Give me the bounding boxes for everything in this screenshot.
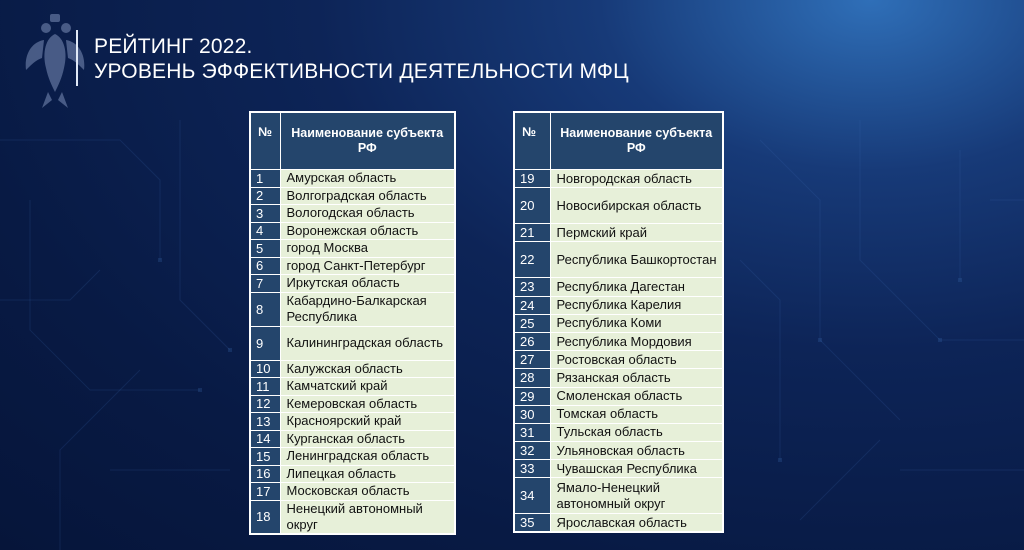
row-number: 12 <box>250 395 280 413</box>
region-name: Волгоградская область <box>280 187 455 205</box>
table-row <box>514 296 723 314</box>
region-name: Иркутская область <box>280 275 455 293</box>
row-number: 29 <box>514 387 550 405</box>
table-row <box>250 395 455 413</box>
region-name: Амурская область <box>280 170 455 188</box>
row-number: 20 <box>514 188 550 224</box>
region-name: Кабардино-Балкарская Республика <box>280 292 455 326</box>
table-row <box>514 478 723 514</box>
region-name: Ульяновская область <box>550 442 723 460</box>
row-number: 24 <box>514 296 550 314</box>
region-name: Воронежская область <box>280 222 455 240</box>
region-name: Калужская область <box>280 360 455 378</box>
row-number: 8 <box>250 292 280 326</box>
table-row <box>514 442 723 460</box>
header-name: Наименование субъекта РФ <box>280 112 455 170</box>
region-name: Красноярский край <box>280 413 455 431</box>
rating-table-right-body <box>514 170 723 533</box>
table-row <box>514 314 723 332</box>
row-number: 10 <box>250 360 280 378</box>
row-number: 7 <box>250 275 280 293</box>
rating-table-left-body <box>250 170 455 535</box>
row-number: 18 <box>250 500 280 534</box>
row-number: 27 <box>514 351 550 369</box>
region-name: Томская область <box>550 405 723 423</box>
rating-table-right <box>513 111 724 533</box>
region-name: Камчатский край <box>280 378 455 396</box>
row-number: 2 <box>250 187 280 205</box>
title-divider <box>76 30 78 86</box>
region-name: Ярославская область <box>550 514 723 532</box>
table-row <box>250 378 455 396</box>
title-line-1: РЕЙТИНГ 2022. <box>94 35 253 58</box>
table-row <box>250 465 455 483</box>
table-row <box>514 278 723 296</box>
row-number: 17 <box>250 483 280 501</box>
region-name: Пермский край <box>550 224 723 242</box>
table-row <box>250 275 455 293</box>
row-number: 25 <box>514 314 550 332</box>
region-name: Республика Башкортостан <box>550 242 723 278</box>
region-name: Новгородская область <box>550 170 723 188</box>
table-row <box>250 448 455 466</box>
row-number: 33 <box>514 460 550 478</box>
table-row <box>250 413 455 431</box>
rating-table-left <box>249 111 456 535</box>
table-row <box>250 292 455 326</box>
row-number: 30 <box>514 405 550 423</box>
table-row <box>514 423 723 441</box>
region-name: Ямало-Ненецкий автономный округ <box>550 478 723 514</box>
row-number: 34 <box>514 478 550 514</box>
region-name: город Санкт-Петербург <box>280 257 455 275</box>
row-number: 22 <box>514 242 550 278</box>
row-number: 23 <box>514 278 550 296</box>
row-number: 1 <box>250 170 280 188</box>
region-name: Новосибирская область <box>550 188 723 224</box>
row-number: 28 <box>514 369 550 387</box>
row-number: 6 <box>250 257 280 275</box>
title-line-2: УРОВЕНЬ ЭФФЕКТИВНОСТИ ДЕЯТЕЛЬНОСТИ МФЦ <box>94 60 629 83</box>
table-row <box>250 222 455 240</box>
header-number: № <box>514 112 550 170</box>
header-name: Наименование субъекта РФ <box>550 112 723 170</box>
table-row <box>250 360 455 378</box>
row-number: 32 <box>514 442 550 460</box>
table-row <box>514 369 723 387</box>
region-name: Курганская область <box>280 430 455 448</box>
double-headed-eagle-emblem-icon <box>22 8 88 112</box>
table-row <box>250 257 455 275</box>
row-number: 16 <box>250 465 280 483</box>
row-number: 4 <box>250 222 280 240</box>
table-row <box>514 514 723 532</box>
region-name: Калининградская область <box>280 326 455 360</box>
region-name: Рязанская область <box>550 369 723 387</box>
table-header-row <box>514 112 723 170</box>
row-number: 14 <box>250 430 280 448</box>
table-row <box>514 188 723 224</box>
region-name: Ростовская область <box>550 351 723 369</box>
row-number: 9 <box>250 326 280 360</box>
row-number: 3 <box>250 205 280 223</box>
table-row <box>514 170 723 188</box>
page-title <box>94 34 629 84</box>
region-name: Вологодская область <box>280 205 455 223</box>
table-row <box>250 205 455 223</box>
region-name: Республика Дагестан <box>550 278 723 296</box>
region-name: Смоленская область <box>550 387 723 405</box>
row-number: 26 <box>514 332 550 350</box>
row-number: 11 <box>250 378 280 396</box>
row-number: 21 <box>514 224 550 242</box>
table-row <box>514 405 723 423</box>
table-row <box>250 187 455 205</box>
table-row <box>250 483 455 501</box>
region-name: Ненецкий автономный округ <box>280 500 455 534</box>
region-name: Ленинградская область <box>280 448 455 466</box>
row-number: 5 <box>250 240 280 258</box>
table-row <box>250 326 455 360</box>
region-name: Московская область <box>280 483 455 501</box>
table-row <box>514 351 723 369</box>
table-row <box>514 242 723 278</box>
row-number: 13 <box>250 413 280 431</box>
region-name: город Москва <box>280 240 455 258</box>
header-number: № <box>250 112 280 170</box>
table-row <box>250 240 455 258</box>
row-number: 31 <box>514 423 550 441</box>
table-row <box>514 460 723 478</box>
table-row <box>250 170 455 188</box>
row-number: 35 <box>514 514 550 532</box>
table-header-row <box>250 112 455 170</box>
table-row <box>514 224 723 242</box>
region-name: Кемеровская область <box>280 395 455 413</box>
region-name: Тульская область <box>550 423 723 441</box>
region-name: Чувашская Республика <box>550 460 723 478</box>
region-name: Липецкая область <box>280 465 455 483</box>
region-name: Республика Карелия <box>550 296 723 314</box>
table-row <box>250 500 455 534</box>
row-number: 19 <box>514 170 550 188</box>
table-row <box>250 430 455 448</box>
region-name: Республика Коми <box>550 314 723 332</box>
table-row <box>514 332 723 350</box>
region-name: Республика Мордовия <box>550 332 723 350</box>
table-row <box>514 387 723 405</box>
row-number: 15 <box>250 448 280 466</box>
